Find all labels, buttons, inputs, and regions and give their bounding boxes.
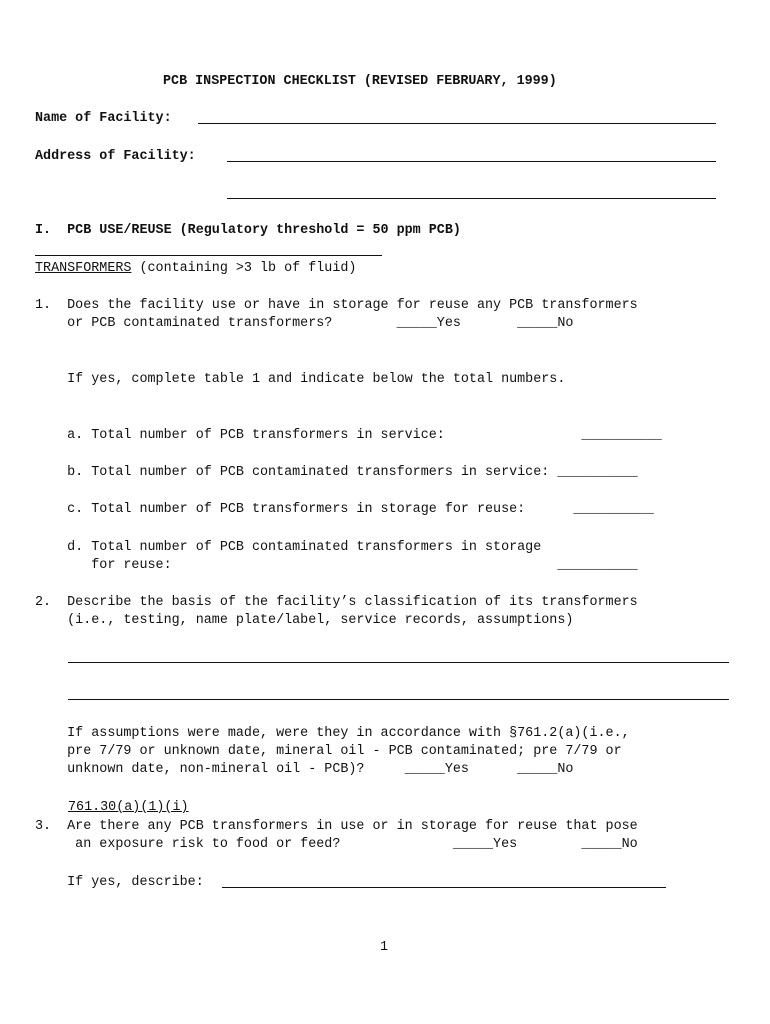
section-heading: I. PCB USE/REUSE (Regulatory threshold = 50 ppm PCB) [35, 223, 461, 238]
q2-assumptions-line-2: pre 7/79 or unknown date, mineral oil - PCB contaminated; pre 7/79 or [35, 744, 622, 759]
q2-line-2: (i.e., testing, name plate/label, service records, assumptions) [35, 613, 574, 628]
q2-assumptions-line-3[interactable]: unknown date, non-mineral oil - PCB)? _____Yes _____No [35, 762, 574, 777]
q3-line-2[interactable]: an exposure risk to food or feed? _____Yes _____No [35, 837, 638, 852]
q2-line-1: 2. Describe the basis of the facility’s classification of its transformers [35, 595, 638, 610]
transformers-note: (containing >3 lb of fluid) [131, 261, 357, 276]
q2-answer-line-1[interactable] [68, 662, 729, 663]
q1-line-2[interactable]: or PCB contaminated transformers? _____Yes _____No [35, 316, 574, 331]
q3-citation: 761.30(a)(1)(i) [68, 800, 189, 815]
q3-describe-label: If yes, describe: [35, 875, 204, 890]
facility-name-label: Name of Facility: [35, 111, 172, 126]
q2-assumptions-line-1: If assumptions were made, were they in accordance with §761.2(a)(i.e., [35, 726, 630, 741]
q1a-total-pcb-in-service[interactable]: a. Total number of PCB transformers in service: __________ [35, 428, 662, 443]
q1b-total-contaminated-in-service[interactable]: b. Total number of PCB contaminated transformers in service: __________ [35, 465, 638, 480]
q1d-line-1: d. Total number of PCB contaminated transformers in storage [35, 540, 542, 555]
facility-name-field[interactable] [198, 123, 716, 124]
q1-instruction: If yes, complete table 1 and indicate below the total numbers. [35, 372, 566, 387]
facility-address-field-line-1[interactable] [227, 161, 716, 162]
transformers-heading: TRANSFORMERS [35, 261, 132, 276]
q3-line-1: 3. Are there any PCB transformers in use or in storage for reuse that pose [35, 819, 638, 834]
q2-answer-line-2[interactable] [68, 699, 729, 700]
q1c-total-pcb-in-storage[interactable]: c. Total number of PCB transformers in storage for reuse: __________ [35, 502, 654, 517]
transformers-heading-row [35, 262, 356, 275]
section-divider [35, 255, 382, 256]
facility-address-field-line-2[interactable] [227, 198, 716, 199]
q1-line-1: 1. Does the facility use or have in storage for reuse any PCB transformers [35, 298, 638, 313]
q1d-total-contaminated-in-storage[interactable]: for reuse: __________ [35, 558, 638, 573]
q3-describe-field[interactable] [222, 887, 666, 888]
document-title: PCB INSPECTION CHECKLIST (REVISED FEBRUARY, 1999) [163, 74, 557, 89]
page-number: 1 [380, 940, 389, 955]
facility-address-label: Address of Facility: [35, 149, 196, 164]
